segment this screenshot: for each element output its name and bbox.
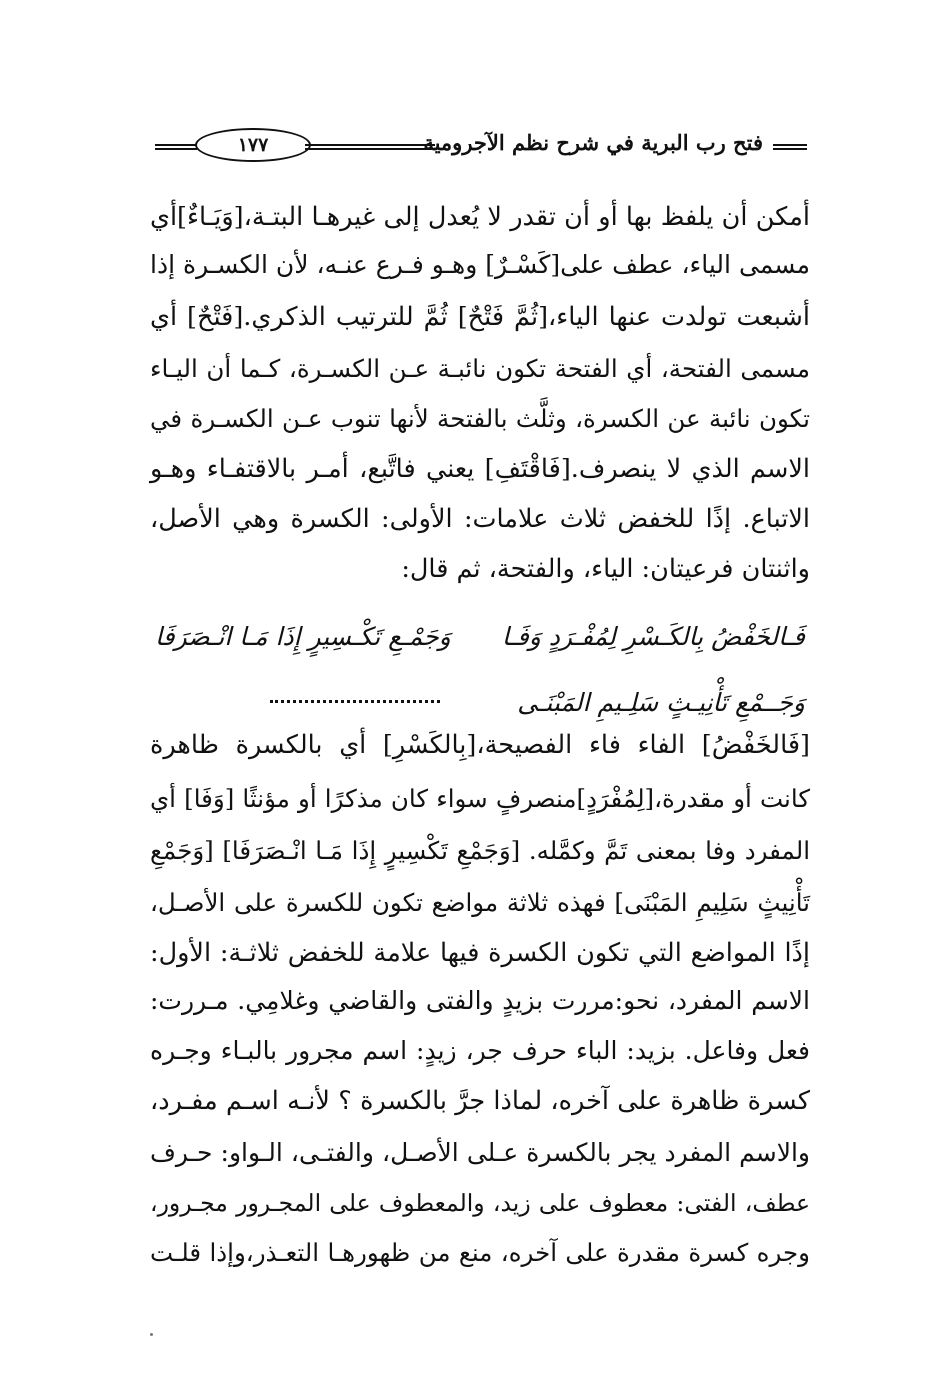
text-line: وجره كسرة مقدرة على آخره، منع من ظهورهـا التعـذر،وإذا قلـت [150, 1238, 810, 1267]
header-rule [305, 144, 435, 150]
text-line: إذًا المواضع التي تكون الكسرة فيها علامة للخفض ثلاثـة: الأول: [150, 938, 810, 968]
text-line: كانت أو مقدرة،[لِمُفْرَدٍ]منصرفٍ سواء كان مذكرًا أو مؤنثًا [وَفَا] أي [150, 784, 810, 813]
text-line: أمكن أن يلفظ بها أو أن تقدر لا يُعدل إلى غيرهـا البتـة،[وَيَـاءٌ]أي [150, 202, 810, 232]
verse-hemistich: وَجَــمْعِ تَأْنِيـثٍ سَلِـيمِ المَبْنَـى [517, 688, 805, 717]
text-line: تَأْنِيثٍ سَلِيمِ المَبْنَى] فهذه ثلاثة مواضع تكون للكسرة على الأصـل، [150, 888, 810, 917]
text-line: الاسم الذي لا ينصرف.[فَاقْتَفِ] يعني فاتَّبع، أمـر بالاقتفـاء وهـو [150, 454, 810, 484]
text-line: واثنتان فرعيتان: الياء، والفتحة، ثم قال: [401, 554, 810, 584]
book-title: فتح رب البرية في شرح نظم الآجرومية [423, 130, 763, 155]
text-line: المفرد وفا بمعنى تَمَّ وكمَّله. [وَجَمْعِ تَكْسِيرٍ إِذَا مَـا انْـصَرَفَا] [وَجَمْعِ [150, 836, 810, 865]
scan-speck [150, 1333, 153, 1336]
verse-ellipsis [270, 690, 440, 703]
text-line: مسمى الفتحة، أي الفتحة تكون نائبـة عـن الكسـرة، كـما أن اليـاء [150, 354, 810, 383]
text-line: تكون نائبة عن الكسرة، وثلَّث بالفتحة لأنها تنوب عـن الكسـرة في [150, 404, 810, 433]
text-line: مسمى الياء، عطف على[كَسْـرٌ] وهـو فـرع عنـه، لأن الكسـرة إذا [150, 250, 810, 279]
header-rule-left [155, 144, 197, 150]
page-number: ١٧٧ [195, 128, 311, 162]
text-line: كسرة ظاهرة على آخره، لماذا جرَّ بالكسرة ؟ لأنـه اسـم مفـرد، [150, 1086, 810, 1116]
header-dash [773, 144, 807, 150]
text-line: فعل وفاعل. بزيد: الباء حرف جر، زيدٍ: اسم مجرور بالبـاء وجـره [150, 1036, 810, 1065]
text-line: عطف، الفتى: معطوف على زيد، والمعطوف على المجـرور مجـرور، [150, 1189, 810, 1217]
text-line: الاسم المفرد، نحو:مررت بزيدٍ والفتى والقاضي وغلامِي. مـررت: [150, 986, 810, 1015]
verse-hemistich: وَجَمْـعِ تَكْـسِيرٍ إِذَا مَـا انْـصَرَفَا [155, 622, 451, 651]
text-line: الاتباع. إذًا للخفض ثلاث علامات: الأولى: الكسرة وهي الأصل، [150, 504, 810, 534]
running-header [155, 124, 807, 164]
text-line: أشبعت تولدت عنها الياء،[ثُمَّ فَتْحٌ] ثُمَّ للترتيب الذكري.[فَتْحٌ] أي [150, 302, 810, 332]
text-line: [فَالخَفْضُ] الفاء فاء الفصيحة،[بِالكَسْرِ] أي بالكسرة ظاهرة [150, 730, 810, 760]
text-line: والاسم المفرد يجر بالكسرة عـلى الأصـل، والفتـى، الـواو: حـرف [150, 1138, 810, 1167]
verse-hemistich: فَـالخَفْضُ بِالكَـسْرِ لِمُفْـرَدٍ وَفَـا [501, 622, 805, 651]
